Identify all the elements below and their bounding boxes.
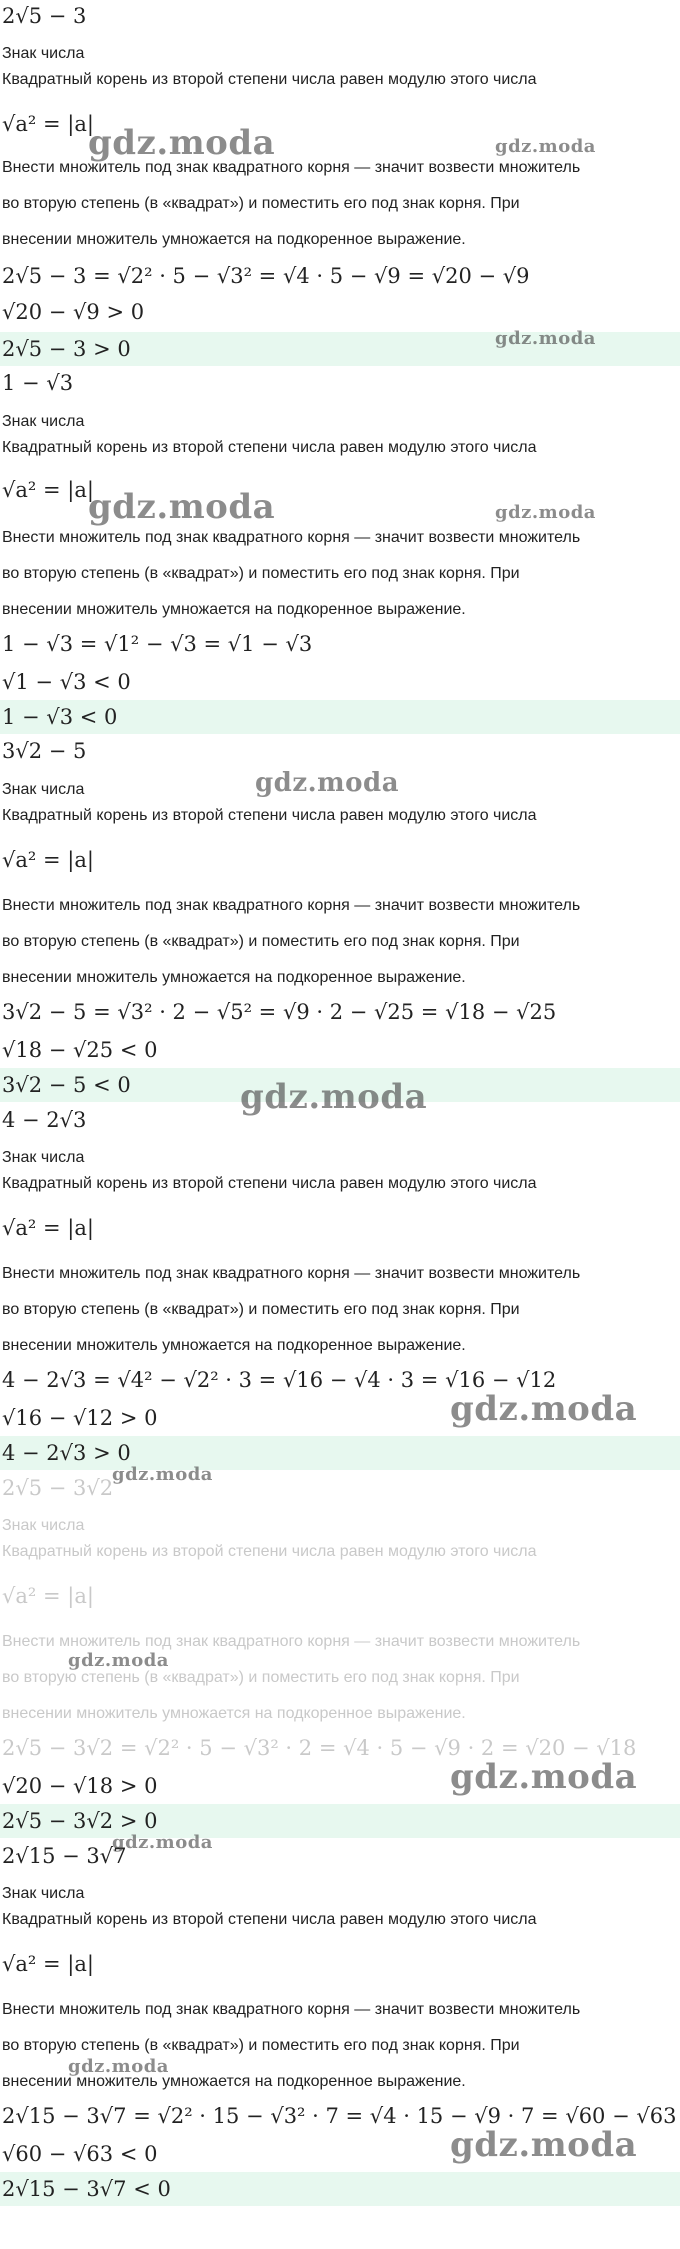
calculation-line: 2√5 − 3√2 = √2² · 5 − √3² · 2 = √4 · 5 − √9 · 2 = √20 − √18 [2,1736,637,1760]
answer-line: 1 − √3 < 0 [2,705,118,729]
comparison-line: √16 − √12 > 0 [2,1406,158,1430]
rule-text: Квадратный корень из второй степени числа равен модулю этого числа [2,1175,537,1192]
calculation-line: 4 − 2√3 = √4² − √2² · 3 = √16 − √4 · 3 = √16 − √12 [2,1368,557,1392]
expression-heading: 1 − √3 [2,371,74,395]
intro-line: Внести множитель под знак квадратного корня — значит возвести множитель [2,529,581,546]
calculation-line: 1 − √3 = √1² − √3 = √1 − √3 [2,632,313,656]
watermark: gdz.moda [68,2056,169,2077]
comparison-line: √1 − √3 < 0 [2,670,131,694]
comparison-line: √18 − √25 < 0 [2,1038,158,1062]
calculation-line: 2√5 − 3 = √2² · 5 − √3² = √4 · 5 − √9 = √20 − √9 [2,264,530,288]
answer-line: 2√15 − 3√7 < 0 [2,2177,171,2201]
expression-heading: 2√15 − 3√7 [2,1844,127,1868]
rule-title: Знак числа [2,45,85,62]
intro-line: во вторую степень (в «квадрат») и поместить его под знак корня. При [2,195,520,212]
rule-formula: √a² = |a| [2,112,94,136]
watermark: gdz.moda [495,502,596,523]
comparison-line: √20 − √18 > 0 [2,1774,158,1798]
expression-heading: 2√5 − 3 [2,4,87,28]
intro-line: во вторую степень (в «квадрат») и поместить его под знак корня. При [2,1301,520,1318]
watermark: gdz.moda [88,123,276,163]
watermark: gdz.moda [112,1464,213,1485]
intro-line: Внести множитель под знак квадратного корня — значит возвести множитель [2,1633,581,1650]
rule-formula: √a² = |a| [2,1216,94,1240]
intro-line: во вторую степень (в «квадрат») и поместить его под знак корня. При [2,565,520,582]
answer-line: 2√5 − 3 > 0 [2,337,131,361]
rule-text: Квадратный корень из второй степени числа равен модулю этого числа [2,1543,537,1560]
expression-heading: 3√2 − 5 [2,739,87,763]
watermark: gdz.moda [68,1650,169,1671]
intro-line: Внести множитель под знак квадратного корня — значит возвести множитель [2,159,581,176]
answer-band [0,1804,680,1838]
intro-line: внесении множитель умножается на подкоренное выражение. [2,1337,466,1354]
calculation-line: 2√15 − 3√7 = √2² · 15 − √3² · 7 = √4 · 15 − √9 · 7 = √60 − √63 [2,2104,677,2128]
watermark: gdz.moda [450,1757,638,1797]
watermark: gdz.moda [88,487,276,527]
rule-title: Знак числа [2,1517,85,1534]
rule-text: Квадратный корень из второй степени числа равен модулю этого числа [2,807,537,824]
rule-formula: √a² = |a| [2,848,94,872]
intro-line: внесении множитель умножается на подкоренное выражение. [2,601,466,618]
rule-formula: √a² = |a| [2,1584,94,1608]
answer-line: 2√5 − 3√2 > 0 [2,1809,158,1833]
intro-line: внесении множитель умножается на подкоренное выражение. [2,231,466,248]
intro-line: внесении множитель умножается на подкоренное выражение. [2,1705,466,1722]
comparison-line: √20 − √9 > 0 [2,300,145,324]
intro-line: внесении множитель умножается на подкоренное выражение. [2,2073,466,2090]
answer-line: 4 − 2√3 > 0 [2,1441,131,1465]
rule-formula: √a² = |a| [2,1952,94,1976]
answer-band [0,2172,680,2206]
comparison-line: √60 − √63 < 0 [2,2142,158,2166]
rule-text: Квадратный корень из второй степени числа равен модулю этого числа [2,439,537,456]
intro-line: Внести множитель под знак квадратного корня — значит возвести множитель [2,1265,581,1282]
intro-line: Внести множитель под знак квадратного корня — значит возвести множитель [2,897,581,914]
rule-text: Квадратный корень из второй степени числа равен модулю этого числа [2,1911,537,1928]
watermark: gdz.moda [450,2125,638,2165]
watermark: gdz.moda [450,1389,638,1429]
expression-heading: 2√5 − 3√2 [2,1476,114,1500]
expression-heading: 4 − 2√3 [2,1108,87,1132]
intro-line: внесении множитель умножается на подкоренное выражение. [2,969,466,986]
rule-title: Знак числа [2,1149,85,1166]
rule-title: Знак числа [2,781,85,798]
rule-title: Знак числа [2,1885,85,1902]
watermark: gdz.moda [495,328,596,349]
watermark: gdz.moda [495,136,596,157]
calculation-line: 3√2 − 5 = √3² · 2 − √5² = √9 · 2 − √25 = √18 − √25 [2,1000,557,1024]
watermark: gdz.moda [255,768,400,798]
answer-band [0,1436,680,1470]
rule-formula: √a² = |a| [2,478,94,502]
intro-line: во вторую степень (в «квадрат») и поместить его под знак корня. При [2,933,520,950]
answer-line: 3√2 − 5 < 0 [2,1073,131,1097]
intro-line: во вторую степень (в «квадрат») и поместить его под знак корня. При [2,1669,520,1686]
watermark: gdz.moda [240,1077,428,1117]
watermark: gdz.moda [112,1832,213,1853]
answer-band [0,700,680,734]
rule-text: Квадратный корень из второй степени числа равен модулю этого числа [2,71,537,88]
intro-line: Внести множитель под знак квадратного корня — значит возвести множитель [2,2001,581,2018]
intro-line: во вторую степень (в «квадрат») и поместить его под знак корня. При [2,2037,520,2054]
rule-title: Знак числа [2,413,85,430]
